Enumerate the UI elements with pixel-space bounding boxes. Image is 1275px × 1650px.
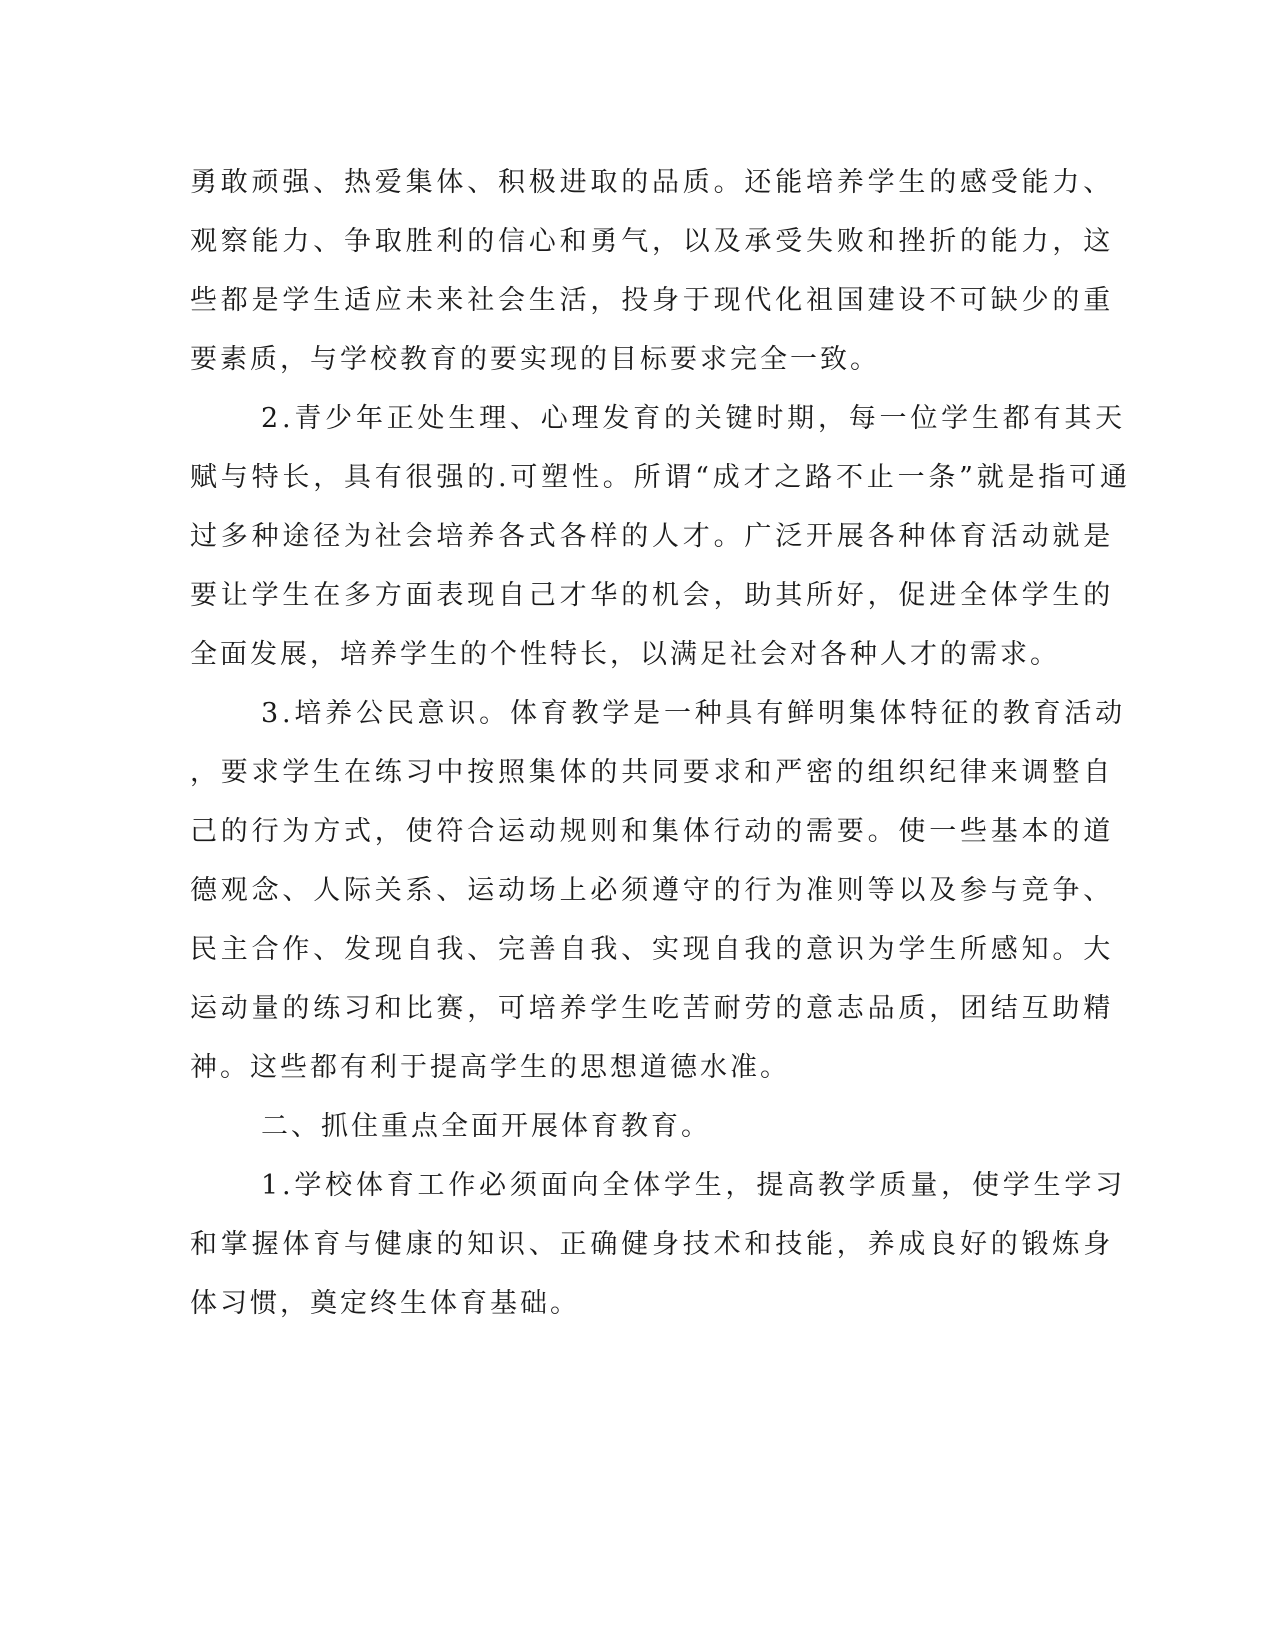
text-line: 民主合作、发现自我、完善自我、实现自我的意识为学生所感知。大 <box>190 934 1114 965</box>
paragraph-3-first-line: 3.培养公民意识。体育教学是一种具有鲜明集体特征的教育活动 <box>261 698 1126 729</box>
text-line: 赋与特长，具有很强的.可塑性。所谓“成才之路不止一条”就是指可通 <box>190 462 1131 493</box>
text-line: 己的行为方式，使符合运动规则和集体行动的需要。使一些基本的道 <box>190 816 1114 847</box>
text-line: 观察能力、争取胜利的信心和勇气，以及承受失败和挫折的能力，这 <box>190 226 1114 257</box>
paragraph-4-first-line: 1.学校体育工作必须面向全体学生，提高教学质量，使学生学习 <box>261 1170 1126 1201</box>
text-line: 神。这些都有利于提高学生的思想道德水准。 <box>190 1052 790 1083</box>
text-line: 些都是学生适应未来社会生活，投身于现代化祖国建设不可缺少的重 <box>190 285 1114 316</box>
text-line: 体习惯，奠定终生体育基础。 <box>190 1288 580 1319</box>
paragraph-2-first-line: 2.青少年正处生理、心理发育的关键时期，每一位学生都有其天 <box>261 403 1126 434</box>
text-line: 和掌握体育与健康的知识、正确健身技术和技能，养成良好的锻炼身 <box>190 1229 1114 1260</box>
text-line: 德观念、人际关系、运动场上必须遵守的行为准则等以及参与竞争、 <box>190 875 1114 906</box>
text-line: 要素质，与学校教育的要实现的目标要求完全一致。 <box>190 344 880 375</box>
text-line: 运动量的练习和比赛，可培养学生吃苦耐劳的意志品质，团结互助精 <box>190 993 1114 1024</box>
text-line: 要让学生在多方面表现自己才华的机会，助其所好，促进全体学生的 <box>190 580 1114 611</box>
section-heading: 二、抓住重点全面开展体育教育。 <box>261 1111 711 1142</box>
text-line: ，要求学生在练习中按照集体的共同要求和严密的组织纪律来调整自 <box>190 757 1114 788</box>
text-line: 过多种途径为社会培养各式各样的人才。广泛开展各种体育活动就是 <box>190 521 1114 552</box>
text-line: 全面发展，培养学生的个性特长，以满足社会对各种人才的需求。 <box>190 639 1060 670</box>
text-line: 勇敢顽强、热爱集体、积极进取的品质。还能培养学生的感受能力、 <box>190 167 1114 198</box>
